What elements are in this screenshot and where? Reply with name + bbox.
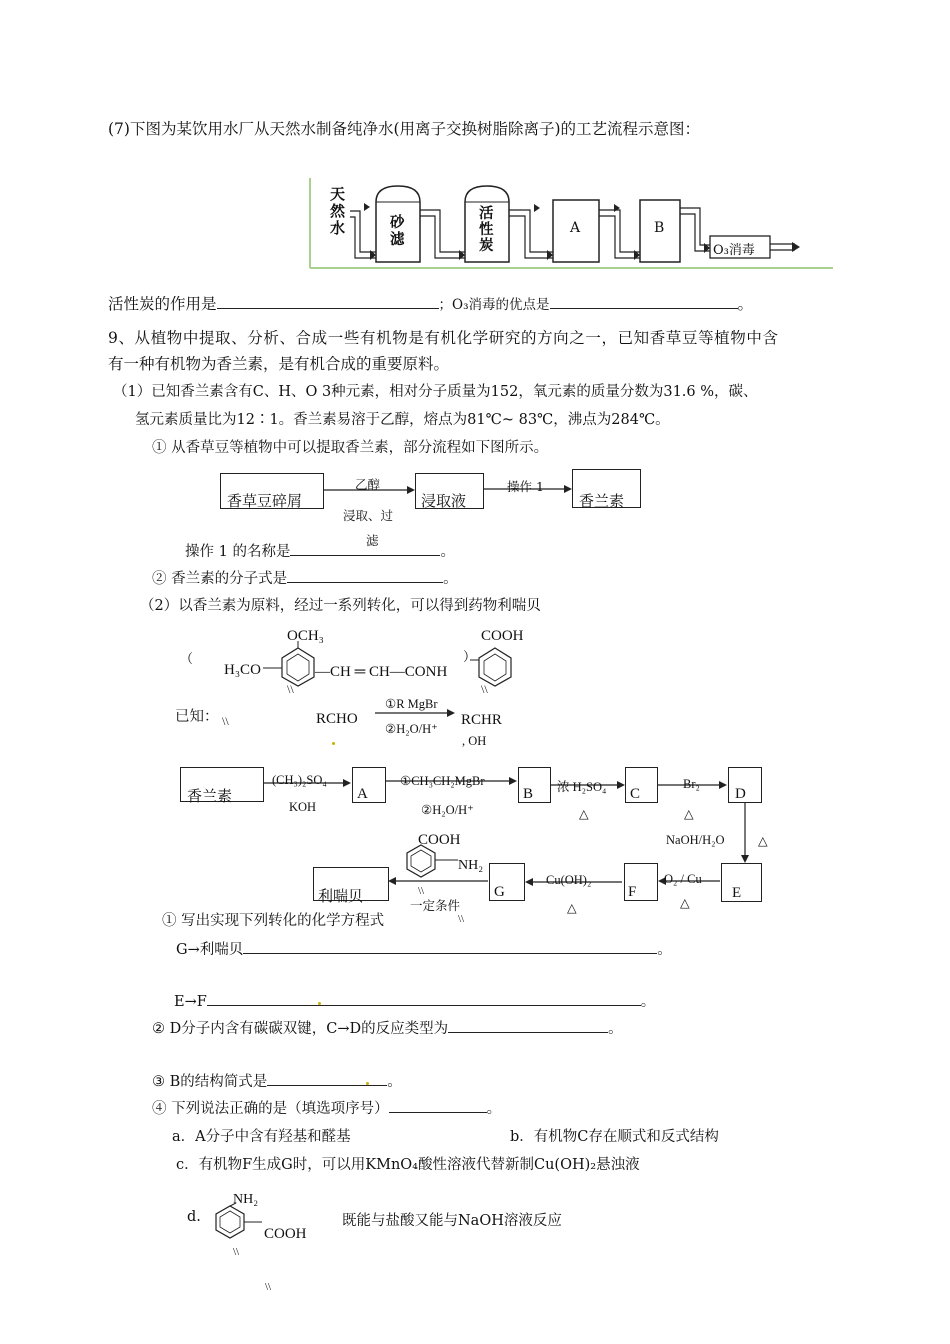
- q9-sub2-end: 。: [443, 571, 458, 587]
- known-product: RCHR: [461, 712, 502, 728]
- syn-a1-bottom: KOH: [289, 800, 317, 814]
- drug-bs-1: \\: [287, 682, 294, 696]
- known-label: 已知：: [175, 709, 219, 725]
- opt-d-cooh: COOH: [264, 1226, 307, 1242]
- q9-p1-line-2: 氢元素质量比为12∶1。香兰素易溶于乙醇，熔点为81℃~ 83℃，沸点为284℃。: [135, 412, 670, 428]
- q7-answer-sep: ；O₃消毒的优点是: [438, 297, 550, 313]
- q9-s1: ① 写出实现下列转化的化学方程式: [162, 913, 385, 929]
- q7-answer-part1: 活性炭的作用是: [108, 295, 217, 313]
- q9-s3-end: 。: [387, 1074, 402, 1090]
- drug-paren-right: ）: [463, 649, 477, 664]
- q7-answer-end: 。: [737, 295, 754, 313]
- syn-box-e-label: E: [732, 885, 742, 901]
- drug-cooh: COOH: [481, 628, 524, 644]
- q9-opt-b: b．有机物C存在顺式和反式结构: [510, 1129, 719, 1145]
- flow1-arrow1-bottom-2: 滤: [366, 533, 379, 548]
- diagram-ozone-label: O₃消毒: [713, 243, 755, 258]
- syn-a6-bottom: △: [680, 896, 690, 910]
- opt-d-nh2: NH₂: [233, 1192, 259, 1207]
- opt-d-bs-1: \\: [233, 1246, 240, 1258]
- diagram-tank-carbon: 活性炭: [479, 205, 494, 254]
- q9-opt-c: c．有机物F生成G时，可以用KMnO₄酸性溶液代替新制Cu(OH)₂悬浊液: [176, 1157, 640, 1173]
- syn-box-g-label: G: [494, 884, 505, 900]
- q9-s1-e-label: E→F: [174, 994, 207, 1010]
- flow1-box-extract-label: 浸取液: [421, 492, 467, 510]
- syn-a2-top: ①CH₃CH₂MgBr: [400, 774, 485, 788]
- syn-a3-bottom: △: [579, 807, 589, 821]
- q9-op1-question: 操作 1 的名称是: [185, 544, 291, 560]
- q9-stem-1: 9、从植物中提取、分析、合成一些有机物是有机化学研究的方向之一，已知香草豆等植物中含: [108, 329, 779, 347]
- q7-intro: (7)下图为某饮用水厂从天然水制备纯净水(用离子交换树脂除离子)的工艺流程示意图：: [108, 120, 701, 138]
- q9-p1-line-1: （1）已知香兰素含有C、H、O 3种元素，相对分子质量为152，氧元素的质量分数为31.6 %，碳、: [113, 384, 758, 400]
- flow1-box-vanillin-label: 香兰素: [579, 492, 625, 510]
- syn-reagent-cooh: COOH: [418, 832, 461, 848]
- syn-bs: \\: [418, 885, 425, 897]
- known-oh: , OH: [462, 734, 487, 748]
- diagram-tank-sand: 砂滤: [390, 214, 405, 248]
- diagram-source-label: 天然水: [330, 185, 346, 237]
- syn-a2-bottom: ②H₂O/H⁺: [421, 803, 474, 817]
- syn-a1-top: (CH₃)₂SO₄: [272, 773, 327, 787]
- syn-box-vanillin-label: 香兰素: [187, 787, 233, 805]
- syn-reagent-nh2: NH₂: [458, 858, 484, 873]
- q9-s4-question: ④ 下列说法正确的是（填选项序号）: [152, 1101, 389, 1117]
- known-bs: \\: [222, 714, 229, 728]
- q9-sub1-stem: ① 从香草豆等植物中可以提取香兰素，部分流程如下图所示。: [152, 440, 549, 456]
- opt-d-label: d.: [187, 1209, 201, 1225]
- q9-s1-bs: \\: [458, 913, 465, 925]
- syn-a3-top: 浓 H₂SO₄: [557, 780, 607, 794]
- known-cond-top: ①R MgBr: [385, 697, 438, 711]
- syn-box-product-label: 利喘贝: [318, 887, 364, 905]
- diagram-tank-b: B: [654, 220, 665, 236]
- q9-p2-stem: （2）以香兰素为原料，经过一系列转化，可以得到药物利喘贝: [140, 598, 541, 614]
- drug-bs-2: \\: [481, 682, 488, 696]
- known-cond-bottom: ②H₂O/H⁺: [385, 722, 438, 736]
- q9-s1-e-end: 。: [640, 994, 656, 1010]
- q9-sub2-question: ② 香兰素的分子式是: [152, 571, 288, 587]
- q9-s3-question: ③ B的结构简式是: [152, 1074, 268, 1090]
- drug-paren-left: （: [180, 651, 194, 666]
- syn-a8-bottom: 一定条件: [410, 898, 461, 913]
- drug-och3: OCH₃: [287, 628, 324, 644]
- syn-a7-bottom: △: [567, 901, 577, 915]
- q9-stem-2: 有一种有机物为香兰素，是有机合成的重要原料。: [108, 355, 450, 373]
- syn-a5-delta: △: [758, 834, 768, 848]
- syn-box-f-label: F: [628, 884, 637, 900]
- syn-box-d-label: D: [735, 786, 746, 802]
- q9-s2-question: ② D分子内含有碳碳双键，C→D的反应类型为: [152, 1021, 449, 1037]
- q9-s4-end: 。: [486, 1101, 502, 1117]
- flow1-arrow1-top: 乙醇: [355, 477, 381, 492]
- flow1-arrow2-top: 操作 1: [507, 479, 544, 494]
- opt-d-text: 既能与盐酸又能与NaOH溶液反应: [342, 1213, 562, 1229]
- syn-a4-bottom: △: [684, 807, 694, 821]
- known-reactant: RCHO: [316, 711, 358, 727]
- syn-box-b-label: B: [523, 786, 534, 802]
- syn-a7-top: Cu(OH)₂: [546, 873, 592, 887]
- flow1-arrow1-bottom-1: 浸取、过: [343, 508, 394, 523]
- flow1-box-beans-label: 香草豆碎屑: [227, 492, 303, 510]
- q9-opt-a: a．A分子中含有羟基和醛基: [172, 1129, 351, 1145]
- diagram-tank-a: A: [570, 220, 581, 236]
- q9-s1-g-end: 。: [657, 942, 672, 958]
- drug-h3co: H₃CO: [224, 662, 261, 678]
- drug-chain: —CH ═ CH—CONH: [315, 664, 448, 680]
- syn-a5-label: NaOH/H₂O: [666, 833, 725, 847]
- syn-box-c-label: C: [630, 786, 641, 802]
- syn-a4-top: Br₂: [683, 777, 700, 791]
- syn-a6-top: O₂ / Cu: [664, 872, 702, 886]
- syn-box-a-label: A: [357, 786, 368, 802]
- q9-s1-g-label: G→利喘贝: [176, 942, 244, 958]
- opt-d-bs-2: \\: [265, 1281, 272, 1293]
- q9-op1-end: 。: [440, 544, 455, 560]
- q9-s2-end: 。: [608, 1021, 623, 1037]
